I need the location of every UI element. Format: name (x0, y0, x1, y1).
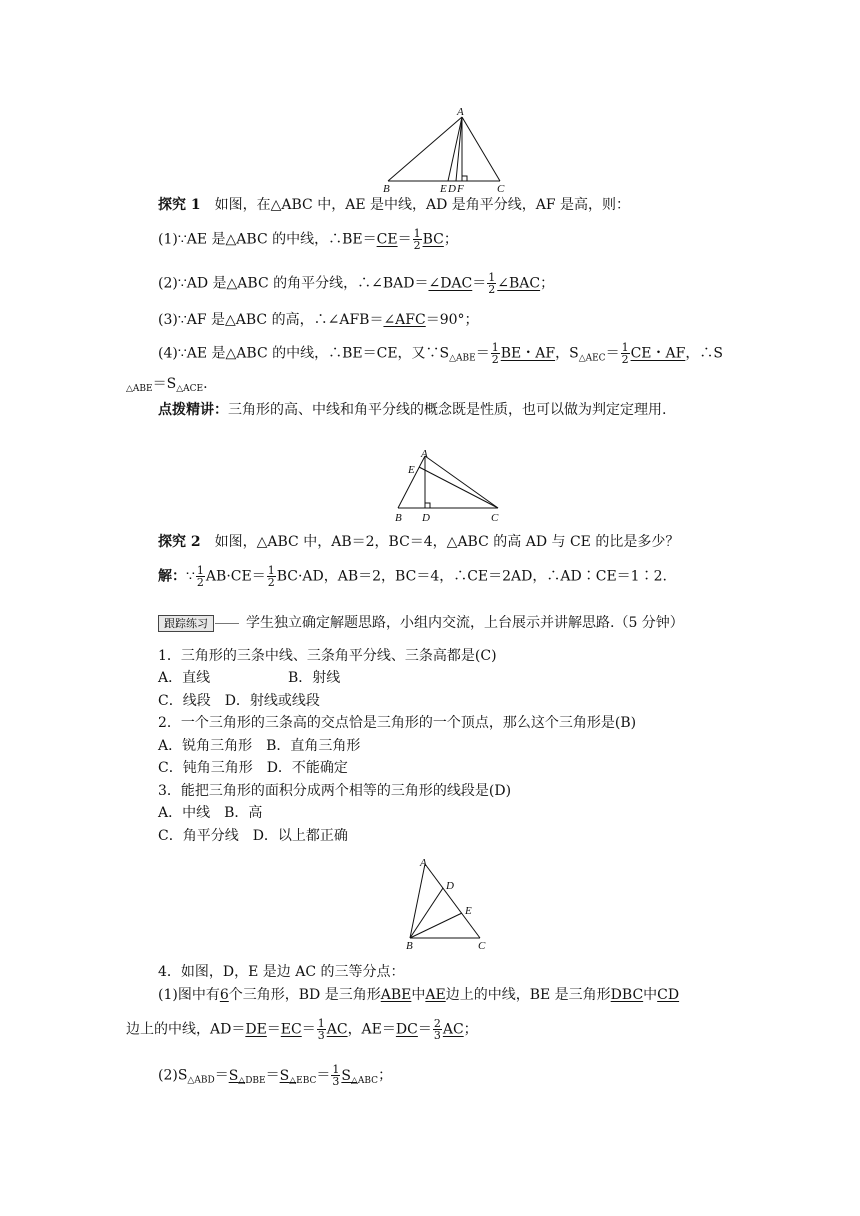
answer-blank: ∠AFC (383, 312, 426, 328)
fraction (491, 342, 500, 365)
label-e: E (408, 464, 415, 476)
explore1-question: 如图，在△ABC 中，AE 是中线，AD 是角平分线，AF 是高，则： (214, 197, 631, 213)
text: ＝ (397, 231, 412, 248)
right-angle-mark (462, 176, 467, 181)
subscript: △ABE (126, 384, 153, 394)
text: (3)∵AF 是△ABC 的高，∴∠AFB＝ (158, 312, 384, 328)
text: 如图，△ABC 中，AB＝2，BC＝4，△ABC 的高 AD 与 CE 的比是多少？ (214, 534, 680, 550)
numerator: 1 (488, 271, 496, 284)
figure-triangle-1 (380, 105, 520, 195)
q4-part1-cont (126, 1018, 478, 1041)
explore1-line5 (126, 374, 208, 399)
text: (2)∵AD 是△ABC 的角平分线，∴∠BAD＝ (158, 275, 429, 292)
practice-intro: 学生独立确定解题思路，小组内交流，上台展示并讲解思路.（5 分钟） (246, 615, 684, 631)
denominator: 3 (433, 1029, 441, 1042)
text: S (228, 1067, 239, 1084)
text: S (341, 1067, 351, 1084)
solution-label: 解： (158, 568, 186, 585)
answer-blank: AE (425, 987, 446, 1003)
label-f: F (457, 183, 464, 195)
fraction (487, 272, 496, 295)
label-d: D (422, 512, 430, 524)
q1-options-cd: C．线段 D．射线或线段 (158, 693, 320, 709)
explore1-line1 (158, 228, 458, 251)
text: AB·CE＝ (205, 568, 266, 585)
explore2-title: 探究 2 (158, 534, 201, 550)
text: ＝S (152, 376, 177, 392)
text: ＝ (265, 1067, 280, 1084)
right-angle-mark (425, 503, 430, 508)
text: S (279, 1067, 290, 1084)
text: ＝ (475, 345, 490, 362)
fraction (331, 1064, 340, 1087)
median-ae (448, 117, 462, 181)
denominator: 2 (413, 239, 421, 252)
explore2-solution (158, 565, 667, 588)
numerator: 1 (332, 1063, 340, 1076)
text: 中 (411, 987, 426, 1003)
explore1-title: 探究 1 (158, 197, 201, 213)
answer-blank: CE (376, 231, 398, 248)
answer-blank: ∠BAC (497, 275, 541, 292)
side-ac (425, 456, 498, 508)
tip-text: 三角形的高、中线和角平分线的概念既是性质，也可以做为判定定理用. (228, 402, 667, 418)
practice-tag: 跟踪练习 (158, 615, 214, 632)
text: ＝ (266, 1021, 281, 1038)
answer-blank: ABE (380, 987, 412, 1003)
text: BC·AD，AB＝2，BC＝4，∴CE＝2AD，∴AD∶CE＝1∶2. (276, 568, 667, 585)
text: (1)∵AE 是△ABC 的中线，∴BE＝ (158, 231, 377, 248)
tip-label: 点拨精讲： (158, 402, 228, 418)
numerator: 2 (433, 1017, 441, 1030)
q1: 1．三角形的三条中线、三条角平分线、三条高都是(C) (158, 648, 497, 664)
q4-part1 (158, 985, 679, 1005)
text: ，S (555, 345, 579, 362)
option-b: B．射线 (288, 670, 341, 686)
subscript: △ABD (187, 1075, 215, 1086)
label-e: E (465, 905, 472, 917)
text: ＝ (417, 1021, 432, 1038)
label-e: E (440, 183, 447, 195)
practice-header (158, 613, 684, 633)
subscript: △EBC (289, 1075, 317, 1086)
answer-blank (280, 1068, 317, 1084)
q4-intro: 4．如图，D，E 是边 AC 的三等分点： (158, 964, 405, 980)
text: (2)S (158, 1067, 188, 1084)
text: 个三角形，BD 是三角形 (228, 987, 381, 1003)
label-b: B (383, 183, 390, 195)
numerator: 1 (196, 564, 204, 577)
label-a: A (420, 857, 427, 869)
text: ； (443, 231, 458, 248)
q3-options-cd: C．角平分线 D．以上都正确 (158, 828, 348, 844)
q2-options-cd: C．钝角三角形 D．不能确定 (158, 760, 348, 776)
text: 中 (643, 987, 658, 1003)
label-c: C (491, 512, 499, 524)
answer-blank: 6 (219, 987, 229, 1003)
label-c: C (478, 940, 486, 952)
text: ＝ (472, 275, 487, 292)
option-a: A．直线 (158, 670, 211, 686)
text: ，∴S (685, 345, 723, 362)
label-d: D (446, 880, 454, 892)
side-ac (462, 117, 500, 181)
subscript: △ABC (350, 1075, 379, 1086)
q3-options-ab: A．中线 B．高 (158, 805, 263, 821)
bisector-ad (456, 117, 462, 181)
denominator: 3 (332, 1075, 340, 1088)
explore1-line4 (158, 342, 723, 369)
q1-options-ab (158, 668, 340, 688)
answer-blank: EC (280, 1021, 302, 1038)
answer-blank: AC (442, 1021, 464, 1038)
denominator: 2 (196, 576, 204, 589)
explore1-line2 (158, 272, 554, 295)
answer-blank: CE・AF (630, 345, 686, 362)
answer-blank: CD (657, 987, 680, 1003)
answer-blank: DBC (610, 987, 644, 1003)
text: ，AE＝ (347, 1021, 396, 1038)
text: ＝ (605, 345, 620, 362)
fraction (196, 565, 205, 588)
fraction (413, 228, 422, 251)
subscript: △ACE (176, 384, 204, 394)
subscript: △AEC (578, 353, 606, 364)
label-b: B (395, 512, 402, 524)
answer-blank: BE・AF (500, 345, 556, 362)
text: ； (378, 1067, 393, 1084)
numerator: 1 (413, 227, 421, 240)
q3: 3．能把三角形的面积分成两个相等的三角形的线段是(D) (158, 783, 512, 799)
text: ＝ (316, 1067, 331, 1084)
text: ＝ (301, 1021, 316, 1038)
text: . (203, 376, 208, 392)
answer-blank: BC (422, 231, 444, 248)
fraction (621, 342, 630, 365)
side-ab (388, 117, 462, 181)
answer-blank: ∠DAC (428, 275, 473, 292)
altitude-ce (419, 467, 498, 508)
numerator: 1 (317, 1017, 325, 1030)
fraction (267, 565, 276, 588)
numerator: 1 (491, 341, 499, 354)
text: 边上的中线，BE 是三角形 (445, 987, 611, 1003)
figure-triangle-3 (395, 852, 505, 952)
numerator: 1 (621, 341, 629, 354)
denominator: 2 (488, 283, 496, 296)
text: ； (463, 1021, 478, 1038)
label-c: C (497, 183, 505, 195)
text: ＝90°； (425, 312, 479, 328)
denominator: 2 (621, 353, 629, 366)
fraction (317, 1018, 326, 1041)
q4-part2 (158, 1064, 392, 1091)
explore1-line3 (158, 310, 479, 330)
text: ∵ (186, 568, 195, 585)
text: 边上的中线，AD＝ (126, 1021, 246, 1038)
subscript: △ABE (449, 353, 476, 364)
fraction (433, 1018, 442, 1041)
subscript: △DBE (238, 1075, 266, 1086)
text: (1)图中有 (158, 987, 220, 1003)
label-a: A (457, 106, 464, 118)
denominator: 2 (267, 576, 275, 589)
text: ； (540, 275, 555, 292)
explore1-tip (158, 400, 666, 420)
label-d: D (448, 183, 456, 195)
answer-blank (341, 1068, 378, 1084)
answer-blank (229, 1068, 266, 1084)
explore2-question (158, 532, 679, 552)
answer-blank: AC (326, 1021, 348, 1038)
answer-blank: DC (395, 1021, 418, 1038)
denominator: 3 (317, 1029, 325, 1042)
answer-blank: DE (245, 1021, 267, 1038)
denominator: 2 (491, 353, 499, 366)
q2: 2．一个三角形的三条高的交点恰是三角形的一个顶点，那么这个三角形是(B) (158, 715, 637, 731)
text: ＝ (214, 1067, 229, 1084)
q2-options-ab: A．锐角三角形 B．直角三角形 (158, 738, 361, 754)
label-a: A (421, 448, 428, 460)
explore1-intro (158, 195, 630, 215)
figure-triangle-2 (390, 448, 510, 528)
label-b: B (406, 940, 413, 952)
numerator: 1 (267, 564, 275, 577)
text: (4)∵AE 是△ABC 的中线，∴BE＝CE，又∵S (158, 345, 450, 362)
